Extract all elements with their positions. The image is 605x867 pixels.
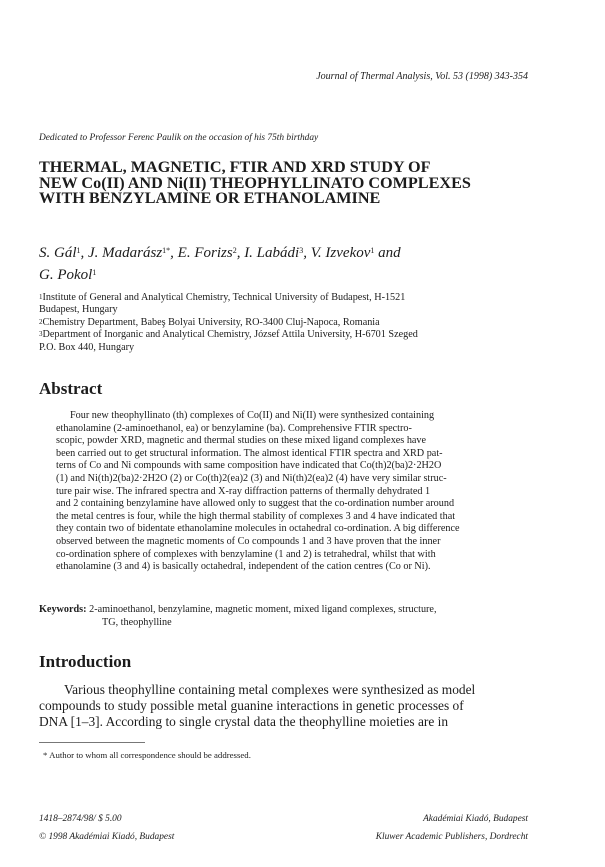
abstract-line: observed between the magnetic moments of Co compounds 1 and 3 have proven that the inner	[56, 535, 441, 547]
introduction-heading: Introduction	[39, 652, 132, 671]
author-name: , V. Izvekov	[303, 245, 371, 261]
author-name: , I. Labádi	[236, 245, 300, 261]
publisher: Akadémiai Kiadó, Budapest	[423, 814, 528, 824]
author-line	[39, 242, 539, 264]
keywords-line	[39, 604, 539, 617]
introduction-line: compounds to study possible metal guanine interactions in genetic processes of	[39, 698, 464, 714]
paper-title	[39, 160, 539, 207]
footnote: * Author to whom all correspondence should be addressed.	[43, 750, 251, 760]
publisher: Kluwer Academic Publishers, Dordrecht	[375, 832, 528, 842]
abstract-line: ethanolamine (3 and 4) is basically octahedral, independent of the cation centres (Co or Ni).	[56, 561, 431, 573]
abstract-line: Four new theophyllinato (th) complexes of Co(II) and Ni(II) were synthesized containing	[70, 410, 435, 421]
title-line: THERMAL, MAGNETIC, FTIR AND XRD STUDY OF	[39, 158, 431, 176]
affiliation-line: $^2$Chemistry Department, Babeş Bolyai University, RO-3400 Cluj-Napoca, Romania	[39, 316, 380, 328]
author-line	[39, 264, 539, 286]
author-affiliation-mark: 3	[299, 246, 304, 255]
abstract-line: (1) and Ni(th)2(ba)2·2H2O (2) or Co(th)2(ea)2 (3) and Ni(th)2(ea)2 (4) have very similar struc-	[56, 472, 447, 484]
keywords-line: TG, theophylline	[102, 616, 172, 628]
affiliation-mark: 3	[39, 330, 43, 339]
author-name: G. Pokol	[39, 267, 93, 283]
author-affiliation-mark: 1*	[162, 246, 171, 255]
introduction-line: Various theophylline containing metal complexes were synthesized as model	[64, 682, 476, 697]
introduction-body	[39, 682, 539, 731]
footer-right	[300, 810, 528, 846]
keywords	[39, 604, 539, 629]
affiliation-line: $^3$Department of Inorganic and Analytical Chemistry, József Attila University, H-6701 Szeged	[39, 329, 418, 341]
abstract-line: terns of Co and Ni compounds with same composition have indicated that Co(th)2(ba)2·2H2O	[56, 460, 442, 472]
affiliation-line: Budapest, Hungary	[39, 304, 118, 316]
author-list	[39, 242, 539, 286]
affiliations	[39, 292, 539, 354]
author-name: , E. Forizs	[170, 245, 233, 261]
author-affiliation-mark: 1	[370, 246, 375, 255]
affiliation-line: $^1$Institute of General and Analytical Chemistry, Technical University of Budapest, H-1521	[39, 292, 406, 303]
author-affiliation-mark: 1	[92, 268, 97, 277]
abstract-line: the metal centres is four, while the high thermal stability of complexes 3 and 4 have indicated that	[56, 510, 456, 522]
keywords-text: 2-aminoethanol, benzylamine, magnetic moment, mixed ligand complexes, structure,	[86, 604, 437, 615]
abstract-line: been carried out to get structural information. The almost identical FTIR spectra and XRD pat-	[56, 447, 443, 459]
abstract-line: and 2 containing benzylamine have allowed only to suggest that the co-ordination number around	[56, 498, 455, 510]
affiliation-mark: 1	[39, 293, 43, 301]
dedication: Dedicated to Professor Ferenc Paulik on the occasion of his 75th birthday	[39, 133, 319, 143]
abstract-line: they contain two of bidentate ethanolamine molecules in octahedral co-ordination. A big difference	[56, 523, 460, 535]
title-line: WITH BENZYLAMINE OR ETHANOLAMINE	[39, 189, 381, 207]
abstract-line: ethanolamine (2-aminoethanol, ea) or benzylamine (ba). Comprehensive FTIR spectro-	[56, 422, 412, 434]
author-name: , J. Madarász	[80, 245, 163, 261]
abstract-line: co-ordination sphere of complexes with benzylamine (1 and 2) is tetrahedral, whilst that with	[56, 548, 436, 560]
abstract-heading: Abstract	[39, 379, 103, 398]
introduction-line: DNA [1–3]. According to single crystal data the theophylline moieties are in	[39, 714, 449, 730]
author-conjunction: and	[374, 245, 401, 261]
affiliation-mark: 2	[39, 317, 43, 326]
author-affiliation-mark: 2	[232, 246, 237, 255]
journal-citation: Journal of Thermal Analysis, Vol. 53 (1998) 343-354	[316, 71, 528, 82]
abstract-line: scopic, powder XRD, magnetic and thermal studies on these mixed ligand complexes have	[56, 435, 427, 447]
abstract-line: ture pair wise. The infrared spectra and X-ray diffraction patterns of thermally dehydrated 1	[56, 485, 431, 497]
issn-price: 1418–2874/98/ $ 5.00	[39, 814, 122, 824]
footer-left	[39, 810, 289, 846]
keywords-label: Keywords:	[39, 604, 87, 615]
title-line: NEW Co(II) AND Ni(II) THEOPHYLLINATO COMPLEXES	[39, 173, 471, 192]
copyright: © 1998 Akadémiai Kiadó, Budapest	[39, 832, 175, 842]
author-name: S. Gál	[39, 245, 77, 261]
affiliation-line: P.O. Box 440, Hungary	[39, 341, 135, 353]
author-affiliation-mark: 1	[76, 246, 81, 255]
abstract-body	[56, 410, 528, 574]
footnote-divider	[39, 742, 145, 743]
